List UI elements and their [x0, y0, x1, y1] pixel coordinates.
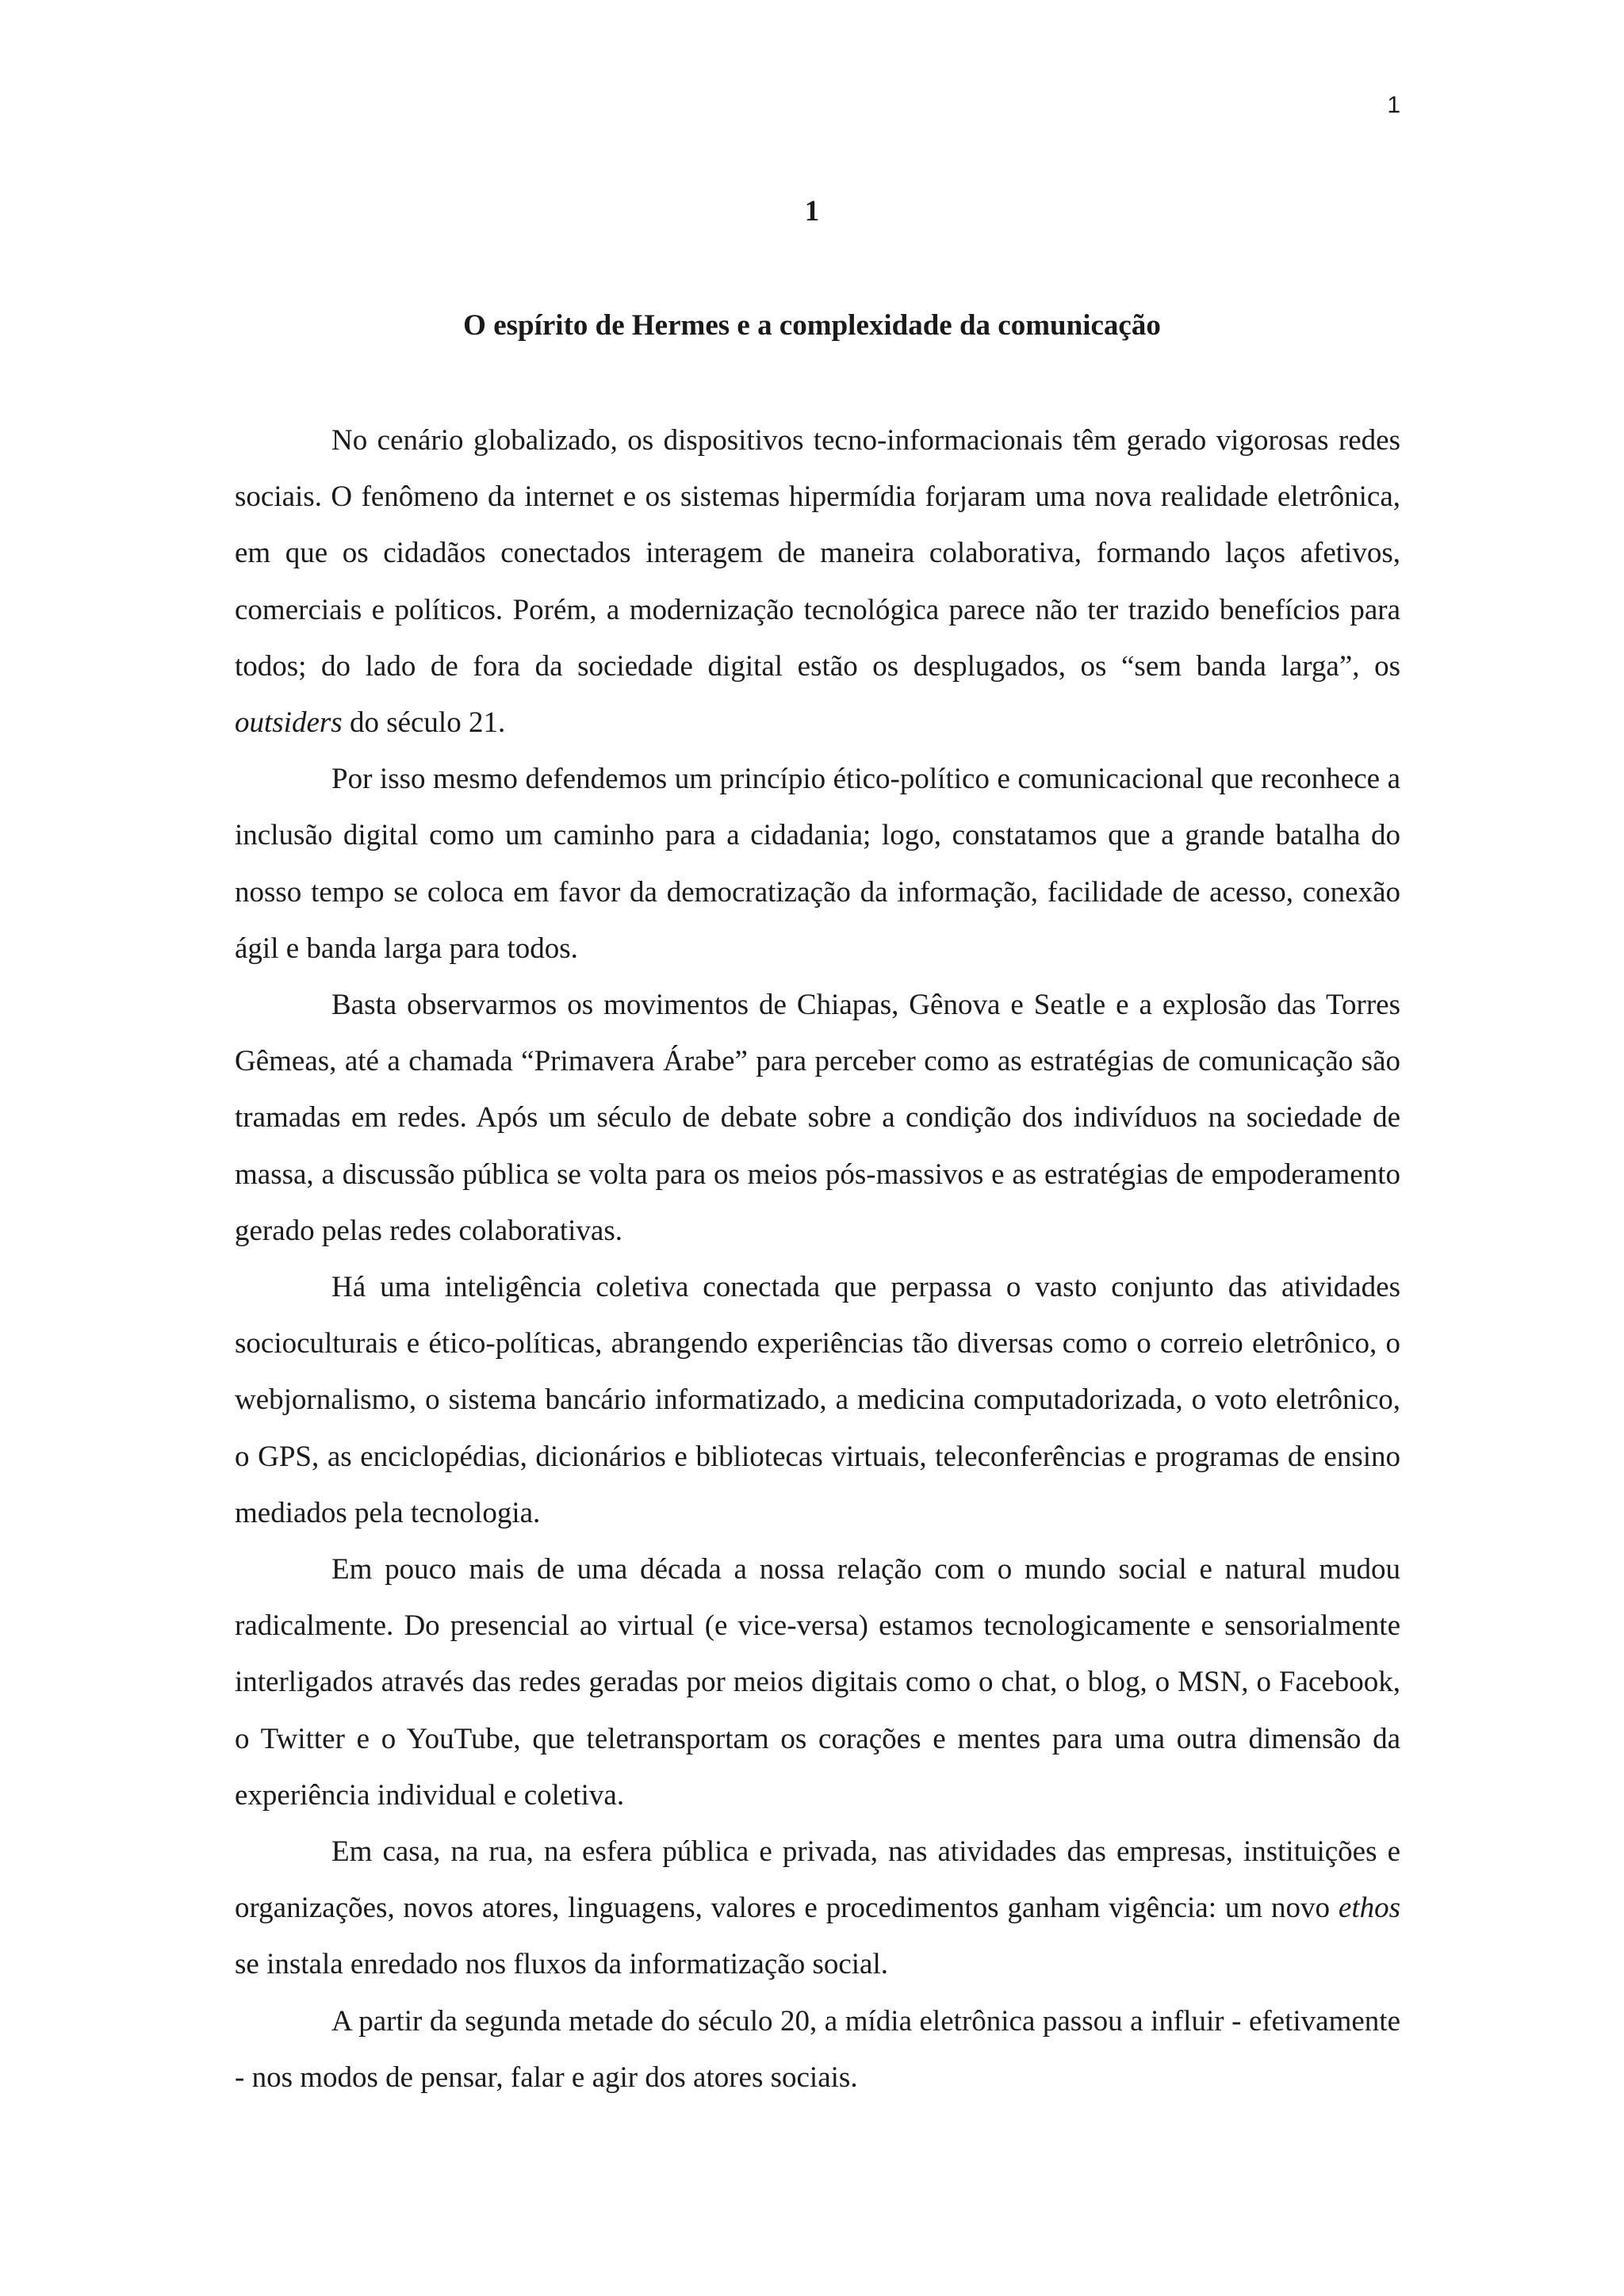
paragraph	[235, 1823, 1400, 1993]
paragraph	[235, 412, 1400, 751]
paragraph: Há uma inteligência coletiva conectada que perpassa o vasto conjunto das atividades socioculturais e ético-políticas, abrangendo experiências tão diversas como o correio eletrônico, o webjornalismo, o sistema bancário informatizado, a medicina computadorizada, o voto eletrônico, o GPS, as enciclopédias, dicionários e bibliotecas virtuais, teleconferências e programas de ensino mediados pela tecnologia.	[235, 1271, 1400, 1529]
paragraph: A partir da segunda metade do século 20, a mídia eletrônica passou a influir - efetivamente - nos modos de pensar, falar e agir dos atores sociais.	[235, 2004, 1400, 2094]
paragraph-italic-term: ethos	[1338, 1892, 1400, 1925]
chapter-title: O espírito de Hermes e a complexidade da comunicação	[463, 309, 1161, 342]
paragraph-text: Em casa, na rua, na esfera pública e privada, nas atividades das empresas, instituições e organizações, novos atores, linguagens, valores e procedimentos ganham vigência: um novo	[235, 1835, 1400, 1925]
paragraph-text: do século 21.	[342, 706, 506, 740]
paragraph-italic-term: outsiders	[235, 706, 343, 740]
paragraph-text: No cenário globalizado, os dispositivos tecno-informacionais têm gerado vigorosas redes sociais. O fenômeno da internet e os sistemas hipermídia forjaram uma nova realidade eletrônica, em que os cidadãos conectados interagem de maneira colaborativa, formando laços afetivos, comerciais e políticos. Porém, a modernização tecnológica parece não ter trazido benefícios para todos; do lado de fora da sociedade digital estão os desplugados, os “sem banda larga”, os	[235, 424, 1400, 683]
page-number: 1	[1387, 92, 1400, 118]
paragraph: Por isso mesmo defendemos um princípio ético-político e comunicacional que reconhece a inclusão digital como um caminho para a cidadania; logo, constatamos que a grande batalha do nosso tempo se coloca em favor da democratização da informação, facilidade de acesso, conexão ágil e banda larga para todos.	[235, 763, 1400, 965]
paragraph: Em pouco mais de uma década a nossa relação com o mundo social e natural mudou radicalmente. Do presencial ao virtual (e vice-versa) estamos tecnologicamente e sensorialmente interligados através das redes geradas por meios digitais como o chat, o blog, o MSN, o Facebook, o Twitter e o YouTube, que teletransportam os corações e mentes para uma outra dimensão da experiência individual e coletiva.	[235, 1553, 1400, 1812]
body-text	[235, 412, 1400, 2106]
paragraph: Basta observarmos os movimentos de Chiapas, Gênova e Seatle e a explosão das Torres Gêmeas, até a chamada “Primavera Árabe” para perceber como as estratégias de comunicação são tramadas em redes. Após um século de debate sobre a condição dos indivíduos na sociedade de massa, a discussão pública se volta para os meios pós-massivos e as estratégias de empoderamento gerado pelas redes colaborativas.	[235, 989, 1400, 1247]
paragraph-text: se instala enredado nos fluxos da informatização social.	[235, 1948, 888, 1981]
chapter-number: 1	[804, 195, 820, 228]
